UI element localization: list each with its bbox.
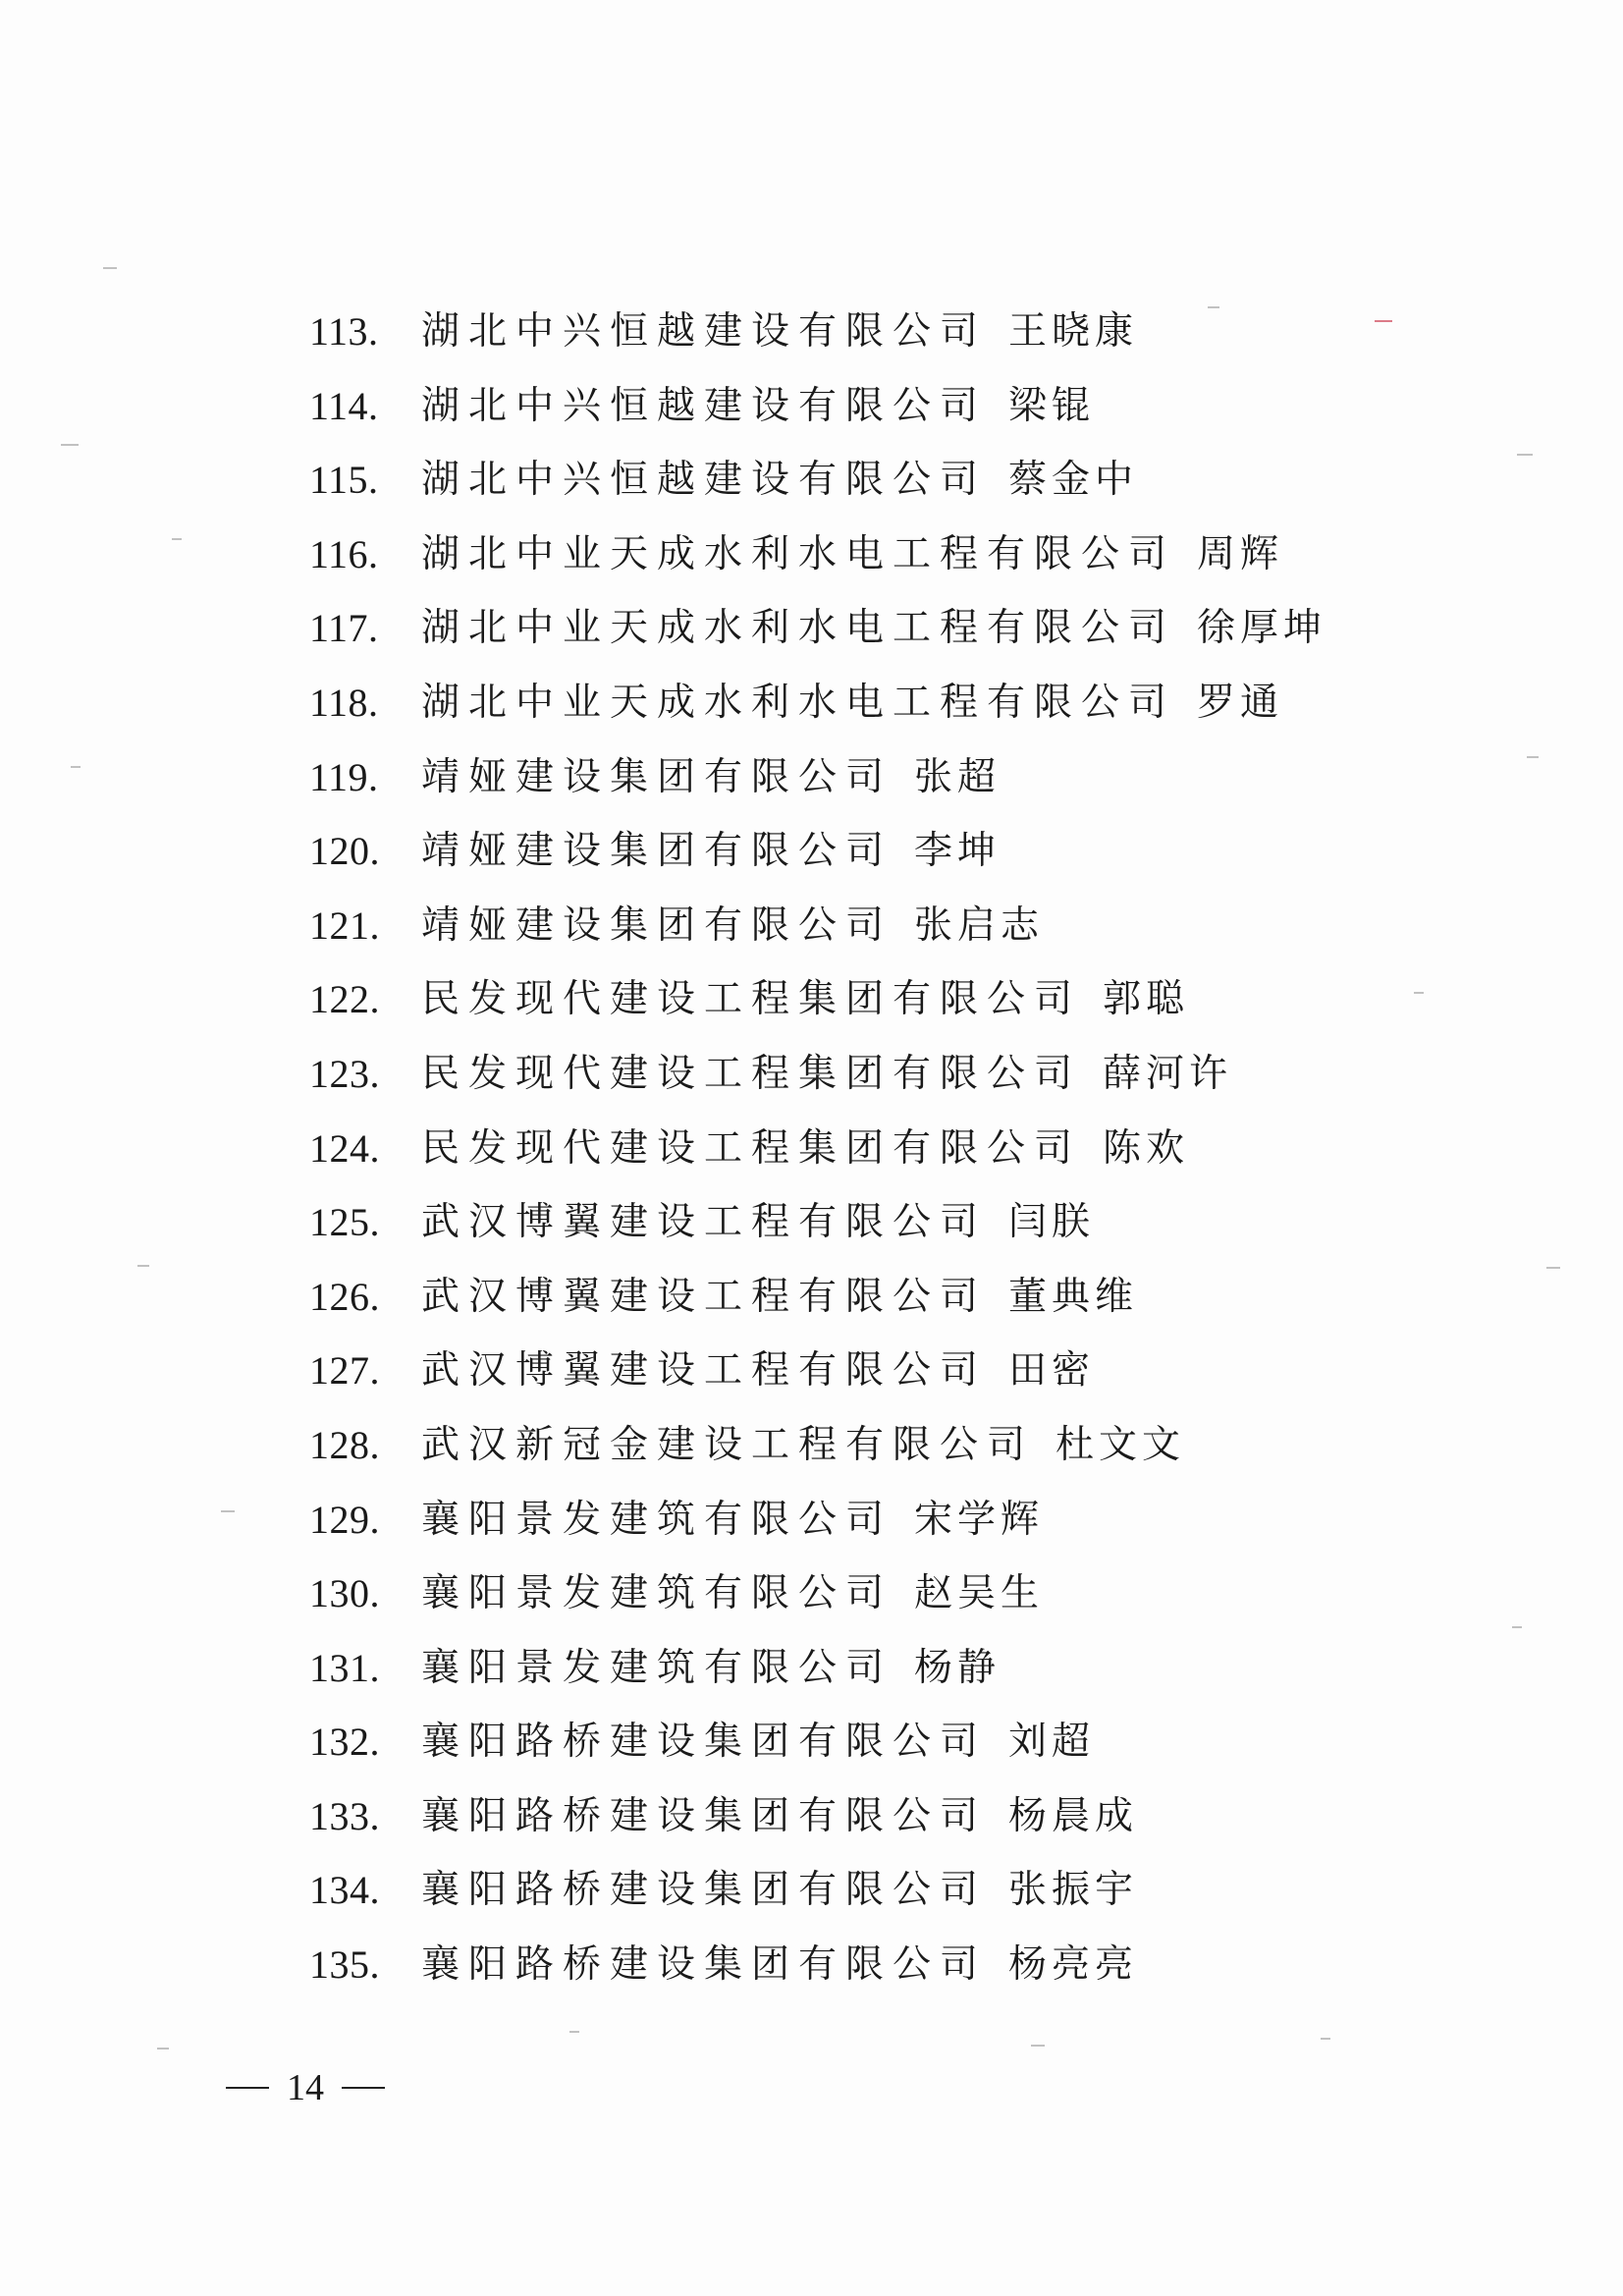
list-item xyxy=(309,1334,1326,1408)
person-name: 蔡金中 xyxy=(1008,458,1139,503)
scan-speck xyxy=(103,267,117,269)
entry-number: 127. xyxy=(309,1348,380,1394)
entry-number: 129. xyxy=(309,1497,380,1542)
person-name: 杨静 xyxy=(914,1645,1001,1690)
company-name: 武汉新冠金建设工程有限公司 xyxy=(421,1422,1035,1467)
entry-number: 119. xyxy=(309,754,379,799)
scan-speck xyxy=(1517,454,1533,456)
person-name: 罗通 xyxy=(1197,680,1284,725)
person-name: 杨亮亮 xyxy=(1008,1942,1139,1988)
person-name: 梁锟 xyxy=(1008,383,1096,428)
person-name: 董典维 xyxy=(1008,1274,1139,1319)
list-item xyxy=(309,1631,1326,1706)
company-name: 靖娅建设集团有限公司 xyxy=(421,902,893,948)
entry-number: 118. xyxy=(309,680,379,725)
list-item xyxy=(309,1112,1326,1186)
scan-speck xyxy=(137,1265,149,1267)
list-item xyxy=(309,1779,1326,1854)
company-name: 民发现代建设工程集团有限公司 xyxy=(421,977,1082,1022)
list-item xyxy=(309,814,1326,889)
list-item xyxy=(309,1037,1326,1112)
list-item xyxy=(309,1557,1326,1631)
company-name: 民发现代建设工程集团有限公司 xyxy=(421,1125,1082,1171)
scan-speck xyxy=(1546,1267,1560,1269)
entry-number: 135. xyxy=(309,1942,380,1988)
person-name: 郭聪 xyxy=(1103,977,1190,1022)
company-name: 靖娅建设集团有限公司 xyxy=(421,829,893,874)
list-item xyxy=(309,962,1326,1037)
person-name: 李坤 xyxy=(914,829,1001,874)
entry-number: 124. xyxy=(309,1125,380,1171)
scan-speck xyxy=(221,1510,235,1512)
company-name: 湖北中兴恒越建设有限公司 xyxy=(421,309,988,354)
company-name: 靖娅建设集团有限公司 xyxy=(421,754,893,799)
company-name: 襄阳景发建筑有限公司 xyxy=(421,1497,893,1542)
person-name: 田密 xyxy=(1008,1348,1096,1394)
entry-number: 120. xyxy=(309,829,380,874)
scan-speck xyxy=(61,444,79,446)
footer-dash-left xyxy=(226,2087,269,2089)
company-name: 民发现代建设工程集团有限公司 xyxy=(421,1051,1082,1096)
person-name: 闫朕 xyxy=(1008,1200,1096,1245)
entry-number: 130. xyxy=(309,1571,380,1616)
person-name: 赵吴生 xyxy=(914,1571,1045,1616)
page-number: 14 xyxy=(287,2067,324,2108)
entry-number: 116. xyxy=(309,531,379,576)
person-name: 陈欢 xyxy=(1103,1125,1190,1171)
footer-dash-right xyxy=(342,2087,385,2089)
list-item xyxy=(309,1853,1326,1928)
entry-number: 128. xyxy=(309,1422,380,1467)
scan-speck xyxy=(1321,2038,1330,2040)
scan-speck xyxy=(1031,2045,1045,2047)
list-item xyxy=(309,1260,1326,1335)
company-name: 湖北中兴恒越建设有限公司 xyxy=(421,383,988,428)
company-name: 武汉博翼建设工程有限公司 xyxy=(421,1200,988,1245)
scan-speck xyxy=(71,766,81,768)
company-name: 襄阳景发建筑有限公司 xyxy=(421,1645,893,1690)
scan-speck xyxy=(157,2048,169,2050)
list-item xyxy=(309,740,1326,815)
list-item xyxy=(309,1705,1326,1779)
entry-number: 126. xyxy=(309,1274,380,1319)
company-name: 襄阳路桥建设集团有限公司 xyxy=(421,1793,988,1838)
company-name: 武汉博翼建设工程有限公司 xyxy=(421,1274,988,1319)
scan-speck xyxy=(1527,756,1539,758)
person-name: 张超 xyxy=(914,754,1001,799)
list-item xyxy=(309,1928,1326,2002)
person-name: 王晓康 xyxy=(1008,309,1139,354)
person-name: 刘超 xyxy=(1008,1720,1096,1765)
person-name: 宋学辉 xyxy=(914,1497,1045,1542)
list-item xyxy=(309,443,1326,518)
scan-speck xyxy=(569,2031,579,2033)
entry-number: 131. xyxy=(309,1645,380,1690)
entry-number: 114. xyxy=(309,383,379,428)
entry-number: 133. xyxy=(309,1793,380,1838)
entry-number: 134. xyxy=(309,1868,380,1913)
company-name: 武汉博翼建设工程有限公司 xyxy=(421,1348,988,1394)
name-list xyxy=(309,295,1326,2002)
entry-number: 117. xyxy=(309,606,379,651)
scan-speck xyxy=(1375,320,1392,322)
company-name: 襄阳景发建筑有限公司 xyxy=(421,1571,893,1616)
company-name: 湖北中业天成水利水电工程有限公司 xyxy=(421,606,1176,651)
list-item xyxy=(309,1408,1326,1483)
person-name: 杜文文 xyxy=(1055,1422,1186,1467)
page-number-footer xyxy=(226,2066,385,2109)
list-item xyxy=(309,369,1326,444)
person-name: 张启志 xyxy=(914,902,1045,948)
list-item xyxy=(309,518,1326,592)
person-name: 徐厚坤 xyxy=(1197,606,1327,651)
list-item xyxy=(309,295,1326,369)
entry-number: 125. xyxy=(309,1200,380,1245)
list-item xyxy=(309,1483,1326,1558)
entry-number: 113. xyxy=(309,309,379,354)
entry-number: 115. xyxy=(309,458,379,503)
person-name: 杨晨成 xyxy=(1008,1793,1139,1838)
person-name: 周辉 xyxy=(1197,531,1284,576)
list-item xyxy=(309,889,1326,963)
company-name: 襄阳路桥建设集团有限公司 xyxy=(421,1868,988,1913)
company-name: 襄阳路桥建设集团有限公司 xyxy=(421,1942,988,1988)
list-item xyxy=(309,666,1326,740)
scan-speck xyxy=(1512,1626,1522,1628)
company-name: 湖北中兴恒越建设有限公司 xyxy=(421,458,988,503)
entry-number: 123. xyxy=(309,1051,380,1096)
company-name: 襄阳路桥建设集团有限公司 xyxy=(421,1720,988,1765)
list-item xyxy=(309,591,1326,666)
list-item xyxy=(309,1185,1326,1260)
entry-number: 132. xyxy=(309,1720,380,1765)
entry-number: 121. xyxy=(309,902,380,948)
scan-speck xyxy=(172,538,182,540)
entry-number: 122. xyxy=(309,977,380,1022)
person-name: 张振宇 xyxy=(1008,1868,1139,1913)
company-name: 湖北中业天成水利水电工程有限公司 xyxy=(421,680,1176,725)
scan-speck xyxy=(1414,992,1424,994)
person-name: 薛河许 xyxy=(1103,1051,1233,1096)
company-name: 湖北中业天成水利水电工程有限公司 xyxy=(421,531,1176,576)
